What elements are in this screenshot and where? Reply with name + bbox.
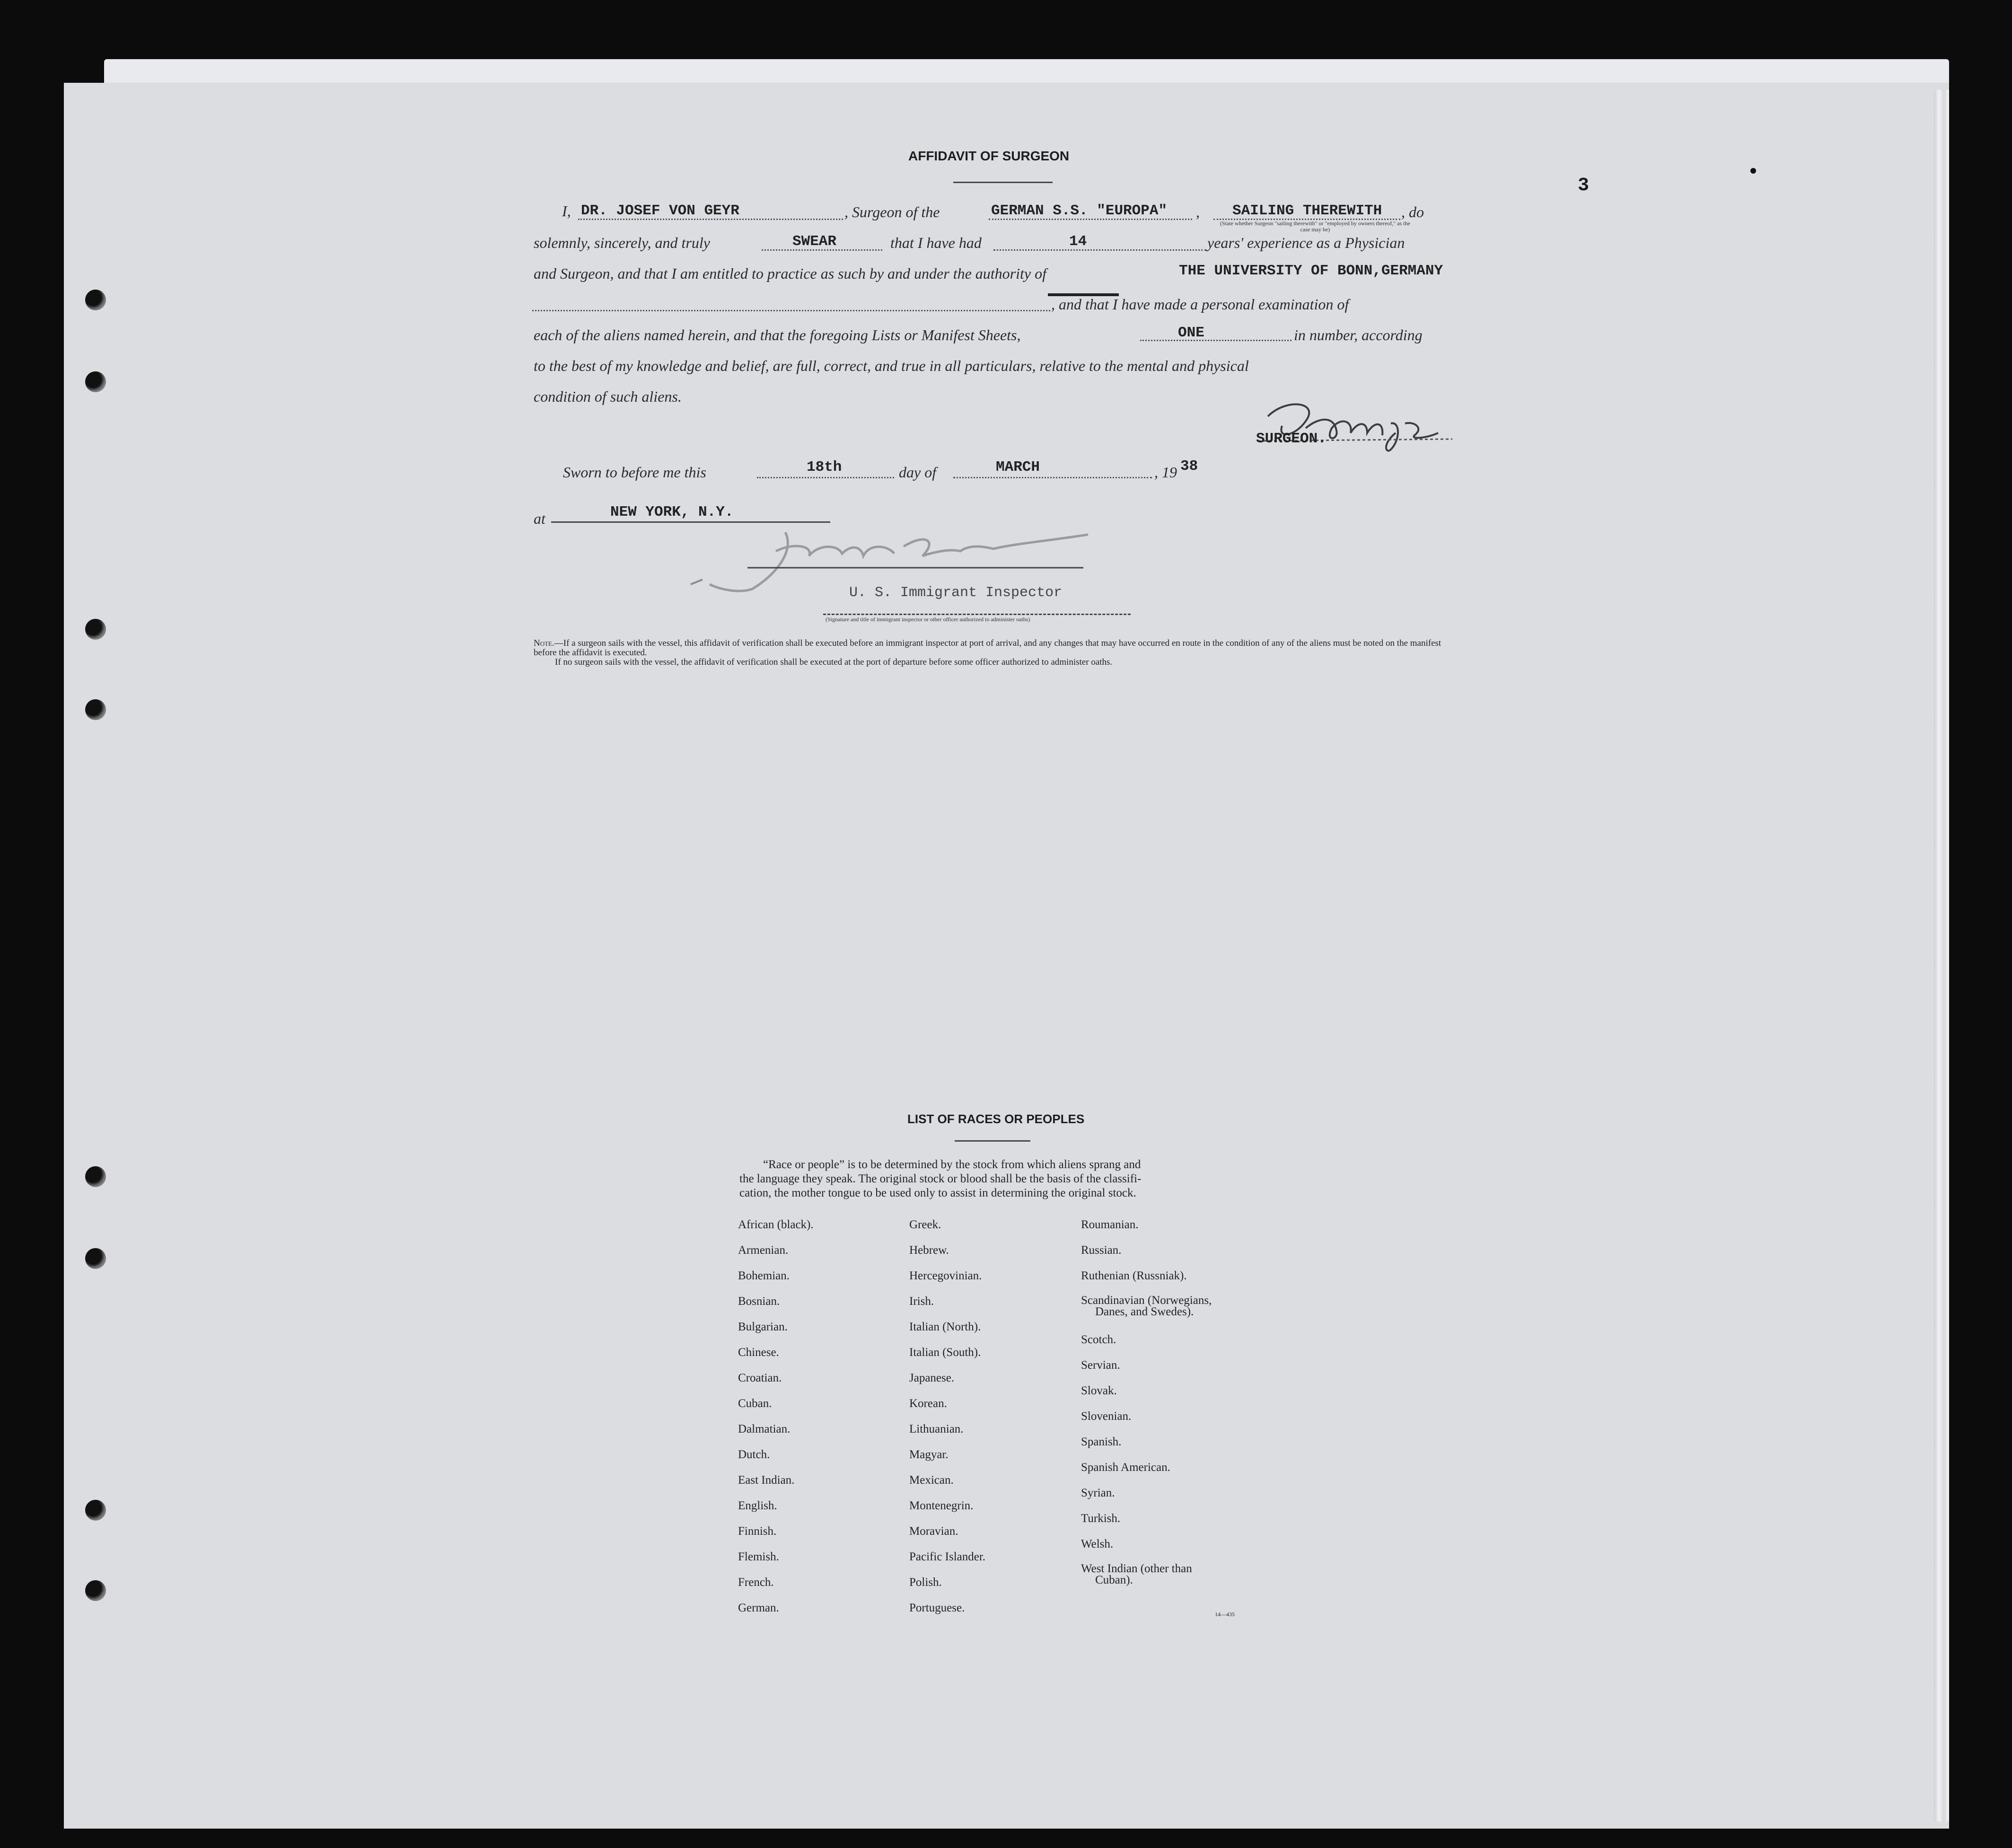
race-item: Servian.: [1081, 1359, 1120, 1372]
sworn-a: Sworn to before me this: [563, 464, 706, 481]
sworn-year: 38: [1180, 458, 1198, 475]
race-item: Bulgarian.: [738, 1320, 788, 1333]
race-item: Ruthenian (Russniak).: [1081, 1269, 1187, 1282]
races-intro: [739, 1158, 1141, 1200]
vessel-name: GERMAN S.S. "EUROPA": [991, 202, 1168, 219]
race-item: West Indian (other than Cuban).: [1081, 1562, 1192, 1586]
surgeon-name: DR. JOSEF VON GEYR: [581, 202, 739, 219]
race-item: Italian (North).: [909, 1320, 981, 1333]
race-item: Mexican.: [909, 1474, 954, 1487]
race-item: Slovak.: [1081, 1384, 1117, 1397]
line7: condition of such aliens.: [534, 388, 682, 405]
race-item: Slovenian.: [1081, 1410, 1132, 1423]
race-item: Syrian.: [1081, 1487, 1115, 1499]
form-code: 14—435: [1215, 1611, 1235, 1618]
surgeon-of-the-text: , Surgeon of the: [844, 203, 940, 220]
race-item: Flemish.: [738, 1550, 779, 1563]
years-line: [993, 249, 1206, 251]
page-number: 3: [1578, 175, 1590, 196]
note: [534, 639, 1456, 667]
race-item: English.: [738, 1499, 777, 1512]
sworn-month: MARCH: [996, 459, 1040, 475]
title-rule: [953, 182, 1053, 183]
race-item: Irish.: [909, 1295, 934, 1308]
race-item: Chinese.: [738, 1346, 779, 1359]
race-item: Greek.: [909, 1218, 941, 1231]
race-item: Welsh.: [1081, 1538, 1114, 1550]
sworn-month-line: [953, 477, 1152, 478]
race-item: Moravian.: [909, 1525, 958, 1538]
at-label: at: [534, 510, 545, 527]
line2-a: solemnly, sincerely, and truly: [534, 234, 710, 251]
surgeon-name-line: [578, 219, 843, 220]
race-item: Hercegovinian.: [909, 1269, 982, 1282]
sworn-day: 18th: [807, 459, 842, 475]
race-item: Finnish.: [738, 1525, 777, 1538]
line5-b: in number, according: [1294, 326, 1423, 343]
race-item: Spanish American.: [1081, 1461, 1170, 1474]
race-item: Lithuanian.: [909, 1423, 964, 1435]
line4: , and that I have made a personal examination of: [1051, 296, 1349, 313]
document-page: [64, 83, 1949, 1829]
binder-hole: [85, 1500, 106, 1521]
surgeon-label: SURGEON.: [1256, 431, 1327, 447]
line5-a: each of the aliens named herein, and that the foregoing Lists or Manifest Sheets,: [534, 326, 1021, 343]
line2-c: years' experience as a Physician: [1207, 234, 1405, 251]
race-item: Italian (South).: [909, 1346, 981, 1359]
oath: SWEAR: [792, 233, 837, 250]
binder-hole: [85, 1166, 106, 1187]
inspector-signature: [681, 523, 1116, 594]
race-item: Magyar.: [909, 1448, 949, 1461]
race-item: African (black).: [738, 1218, 814, 1231]
years: 14: [1069, 233, 1087, 250]
place: NEW YORK, N.Y.: [610, 504, 734, 520]
races-intro-2: the language they speak. The original stock or blood shall be the basis of the classifi-: [739, 1172, 1142, 1185]
race-item: French.: [738, 1576, 774, 1589]
line2-b: that I have had: [890, 234, 982, 251]
race-item: Pacific Islander.: [909, 1550, 986, 1563]
surgeon-signature: [1249, 388, 1457, 459]
sailing-note: (State whether Surgeon "sailing therewith" or "employed by owners thereof," as the case may be): [1220, 220, 1410, 233]
page-stack-edge: [1934, 90, 1949, 1822]
race-item: Scotch.: [1081, 1333, 1116, 1346]
inspector-line: [823, 614, 1131, 615]
sworn-b: day of: [899, 464, 937, 481]
note-text-2: If no surgeon sails with the vessel, the affidavit of verification shall be executed at the port of departure before some officer authorized to administer oaths.: [555, 657, 1113, 667]
race-item: Russian.: [1081, 1244, 1122, 1257]
authority: THE UNIVERSITY OF BONN,GERMANY: [1179, 263, 1443, 279]
race-item: Bohemian.: [738, 1269, 790, 1282]
races-intro-1: “Race or people” is to be determined by the stock from which aliens sprang and: [763, 1158, 1141, 1171]
race-item: Montenegrin.: [909, 1499, 974, 1512]
race-item: Dutch.: [738, 1448, 770, 1461]
inspector-caption: (Signature and title of immigrant inspector or other officer authorized to administer oaths): [826, 616, 1030, 623]
sailing-status: SAILING THEREWITH: [1232, 202, 1382, 219]
i-prefix: I,: [562, 202, 571, 220]
race-item: Polish.: [909, 1576, 942, 1589]
comma: ,: [1196, 203, 1200, 220]
races-intro-3: cation, the mother tongue to be used only to assist in determining the original stock.: [739, 1187, 1136, 1199]
do-text: , do: [1401, 203, 1424, 220]
sworn-day-line: [757, 477, 894, 478]
binder-hole: [85, 371, 106, 392]
line3-a: and Surgeon, and that I am entitled to practice as such by and under the authority of: [534, 265, 1046, 282]
binder-hole: [85, 699, 106, 720]
race-item: Hebrew.: [909, 1244, 949, 1257]
binder-hole: [85, 290, 106, 310]
sworn-c: , 19: [1154, 464, 1177, 481]
ink-dot: [1750, 168, 1756, 174]
races-title: LIST OF RACES OR PEOPLES: [907, 1112, 1085, 1126]
oath-line: [762, 249, 882, 251]
race-item: Dalmatian.: [738, 1423, 791, 1435]
line6: to the best of my knowledge and belief, are full, correct, and true in all particulars, relative to the mental and physical: [534, 357, 1249, 374]
note-label: Note.: [534, 638, 554, 648]
race-item: Scandinavian (Norwegians, Danes, and Swedes).: [1081, 1294, 1212, 1318]
race-item: Japanese.: [909, 1372, 955, 1384]
binder-hole: [85, 1248, 106, 1269]
vessel-line: [989, 219, 1192, 220]
race-item: Croatian.: [738, 1372, 782, 1384]
note-text-1: —If a surgeon sails with the vessel, this affidavit of verification shall be executed before an immigrant inspector at port of arrival, and any changes that may have occurred en route in the condition of any of the aliens must be noted on the manifest before the affidavit is executed.: [534, 638, 1441, 658]
authority-line-2: [532, 310, 1050, 311]
race-item: East Indian.: [738, 1474, 795, 1487]
race-item: German.: [738, 1602, 779, 1614]
sheets-line: [1140, 340, 1292, 341]
sheets-count: ONE: [1178, 325, 1204, 341]
race-item: Armenian.: [738, 1244, 789, 1257]
race-item: Roumanian.: [1081, 1218, 1139, 1231]
race-item: Portuguese.: [909, 1602, 965, 1614]
race-item: Spanish.: [1081, 1435, 1122, 1448]
race-item: Bosnian.: [738, 1295, 780, 1308]
inspector-title: U. S. Immigrant Inspector: [849, 585, 1063, 601]
race-item: Turkish.: [1081, 1512, 1121, 1525]
binder-hole: [85, 1580, 106, 1601]
race-item: Korean.: [909, 1397, 947, 1410]
binder-hole: [85, 619, 106, 640]
races-title-rule: [955, 1140, 1030, 1142]
race-item: Cuban.: [738, 1397, 772, 1410]
affidavit-title: AFFIDAVIT OF SURGEON: [908, 149, 1070, 163]
